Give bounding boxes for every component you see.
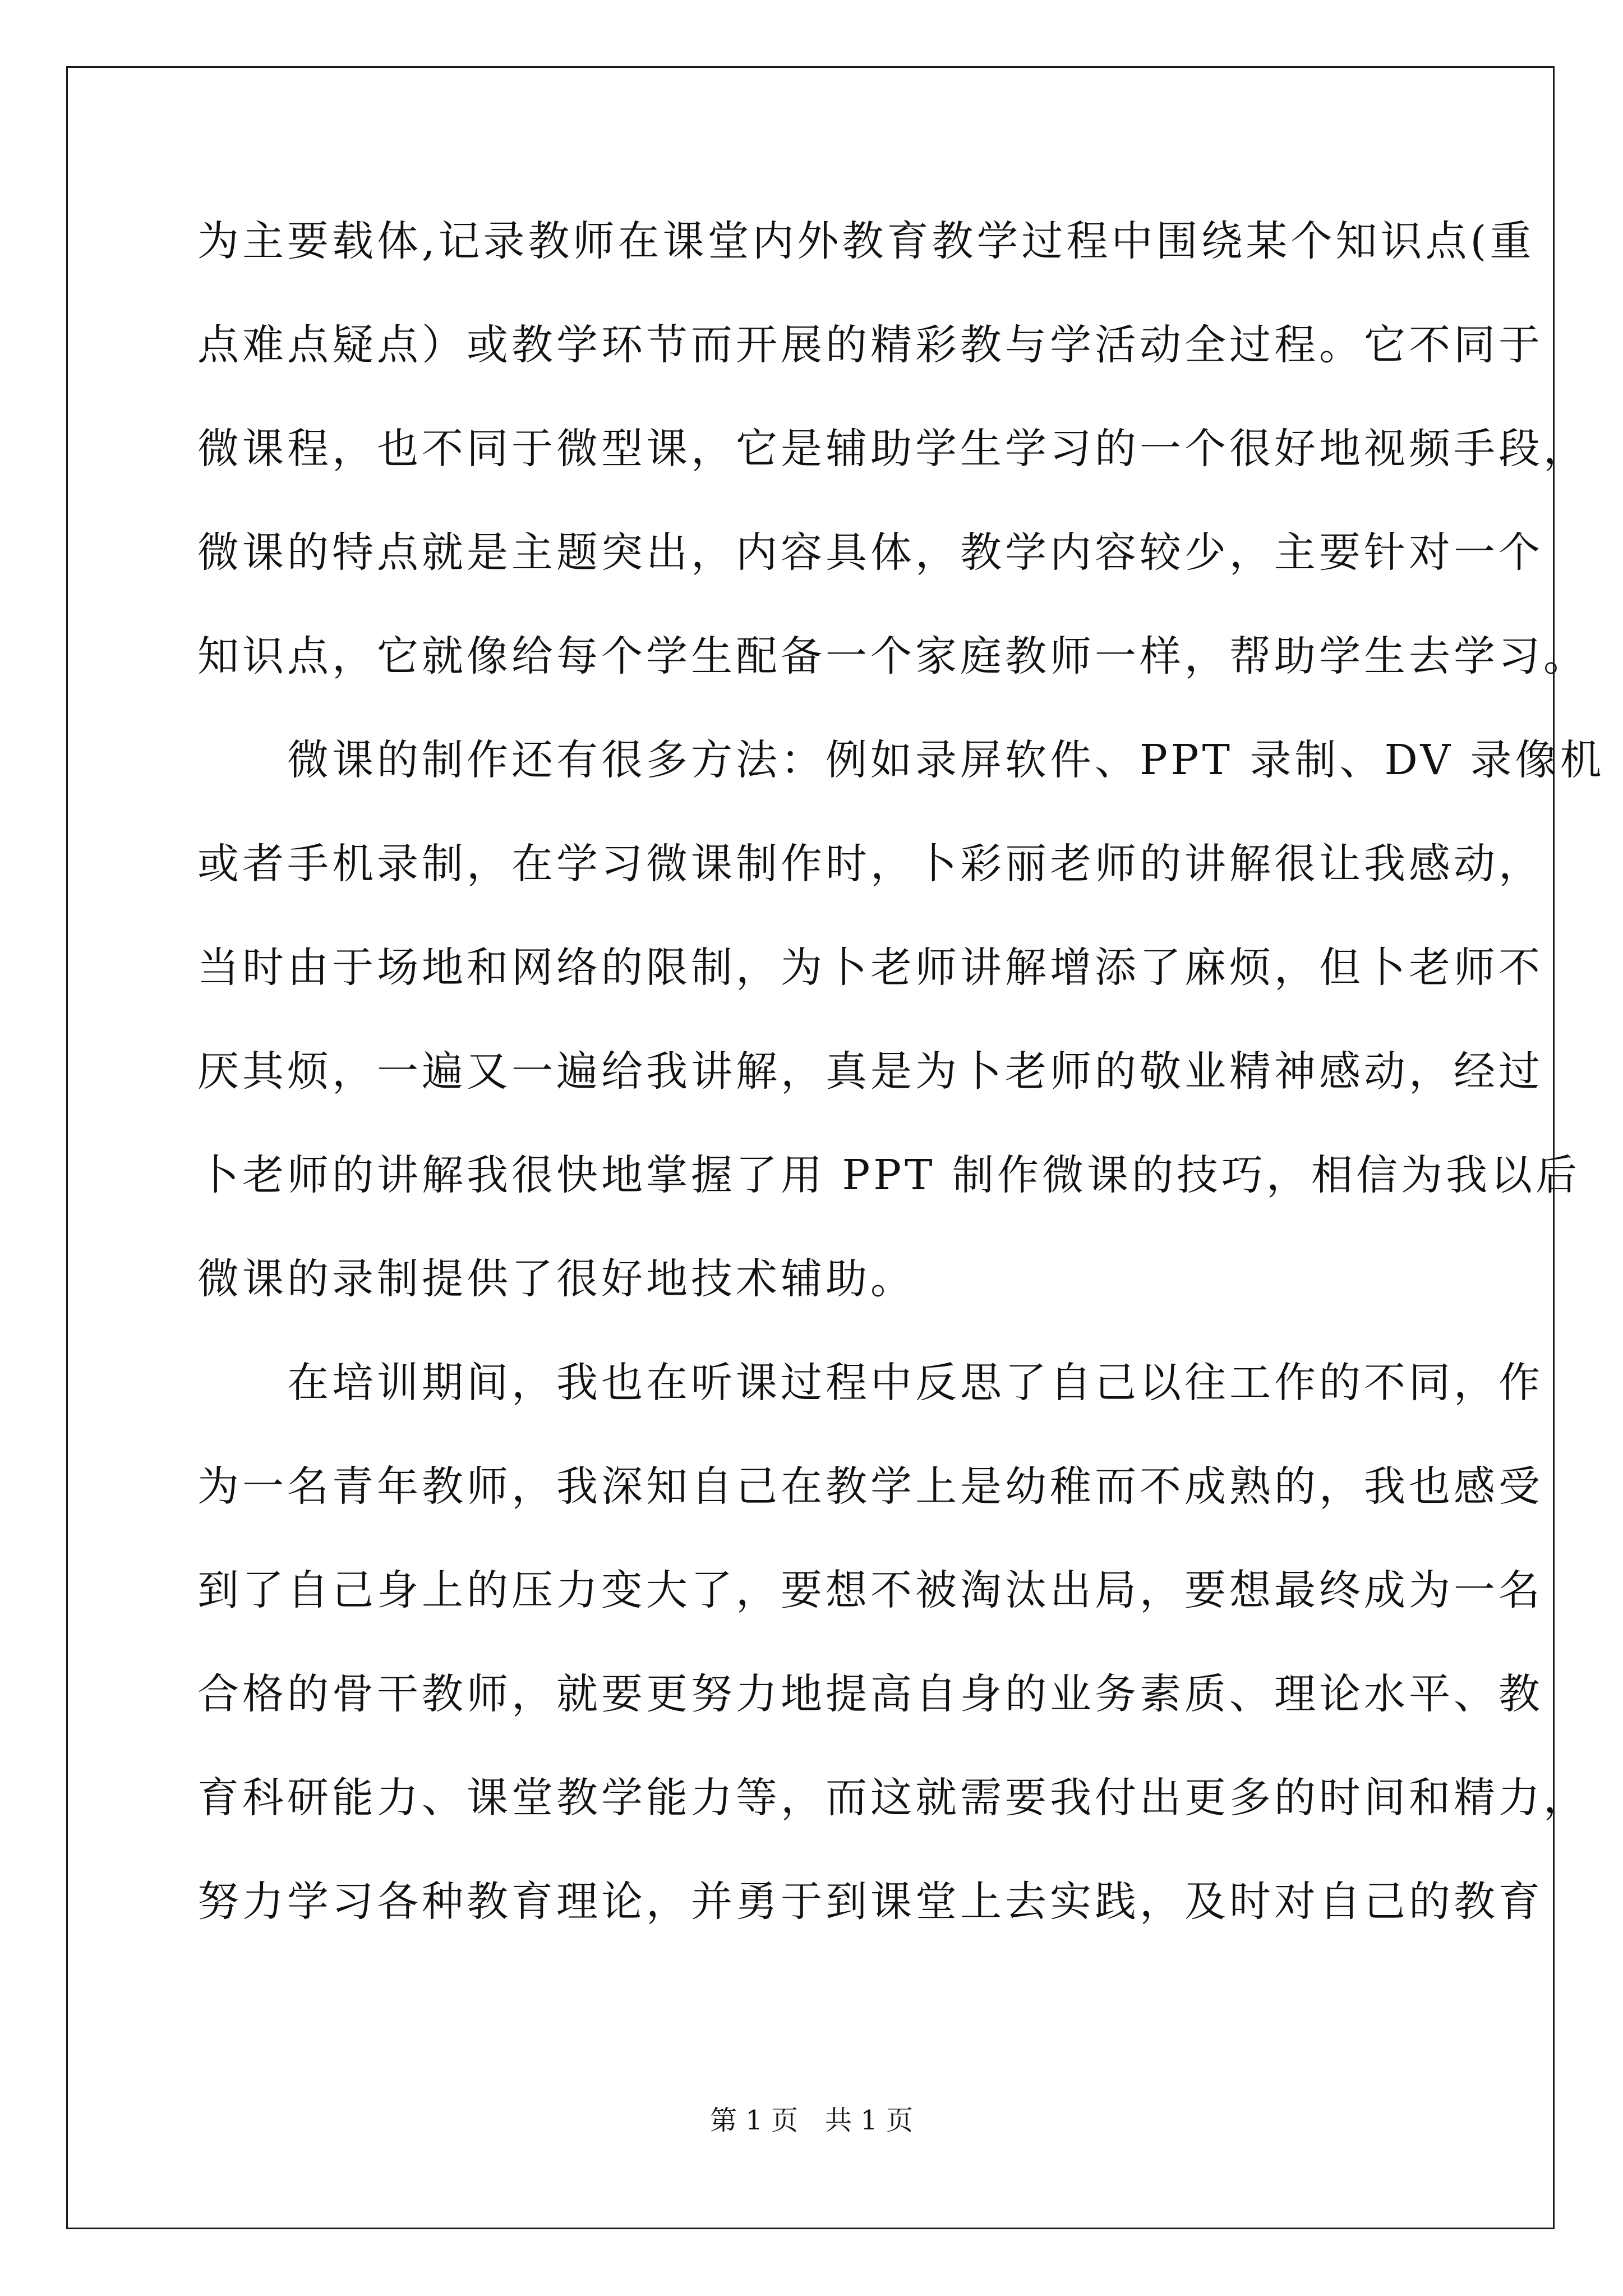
text-line: 点难点疑点）或教学环节而开展的精彩教与学活动全过程。它不同于: [197, 321, 1543, 369]
text-line: 当时由于场地和网络的限制，为卜老师讲解增添了麻烦，但卜老师不: [197, 944, 1543, 992]
page-number: 第 1 页 共 1 页: [709, 2105, 914, 2136]
text-line: 合格的骨干教师，就要更努力地提高自身的业务素质、理论水平、教: [197, 1670, 1543, 1718]
text-line: 育科研能力、课堂教学能力等，而这就需要我付出更多的时间和精力，: [197, 1774, 1588, 1822]
text-line: 微课的特点就是主题突出，内容具体，教学内容较少，主要针对一个: [197, 528, 1543, 577]
text-line: 为主要载体,记录教师在课堂内外教育教学过程中围绕某个知识点(重: [197, 217, 1535, 265]
text-line: 努力学习各种教育理论，并勇于到课堂上去实践，及时对自己的教育: [197, 1878, 1543, 1926]
text-line: 微课的制作还有很多方法：例如录屏软件、PPT 录制、DV 录像机: [197, 736, 1605, 784]
text-line: 厌其烦，一遍又一遍给我讲解，真是为卜老师的敬业精神感动，经过: [197, 1047, 1543, 1096]
text-line: 知识点，它就像给每个学生配备一个家庭教师一样，帮助学生去学习。: [197, 632, 1588, 680]
text-line: 卜老师的讲解我很快地掌握了用 PPT 制作微课的技巧，相信为我以后: [197, 1151, 1580, 1199]
text-line: 到了自己身上的压力变大了，要想不被淘汰出局，要想最终成为一名: [197, 1566, 1543, 1614]
text-line: 微课的录制提供了很好地技术辅助。: [197, 1255, 915, 1303]
text-line: 或者手机录制，在学习微课制作时，卜彩丽老师的讲解很让我感动，: [197, 840, 1543, 888]
text-line: 为一名青年教师，我深知自己在教学上是幼稚而不成熟的，我也感受: [197, 1462, 1543, 1511]
text-line: 在培训期间，我也在听课过程中反思了自己以往工作的不同，作: [197, 1359, 1543, 1407]
text-line: 微课程，也不同于微型课，它是辅助学生学习的一个很好地视频手段，: [197, 425, 1588, 473]
